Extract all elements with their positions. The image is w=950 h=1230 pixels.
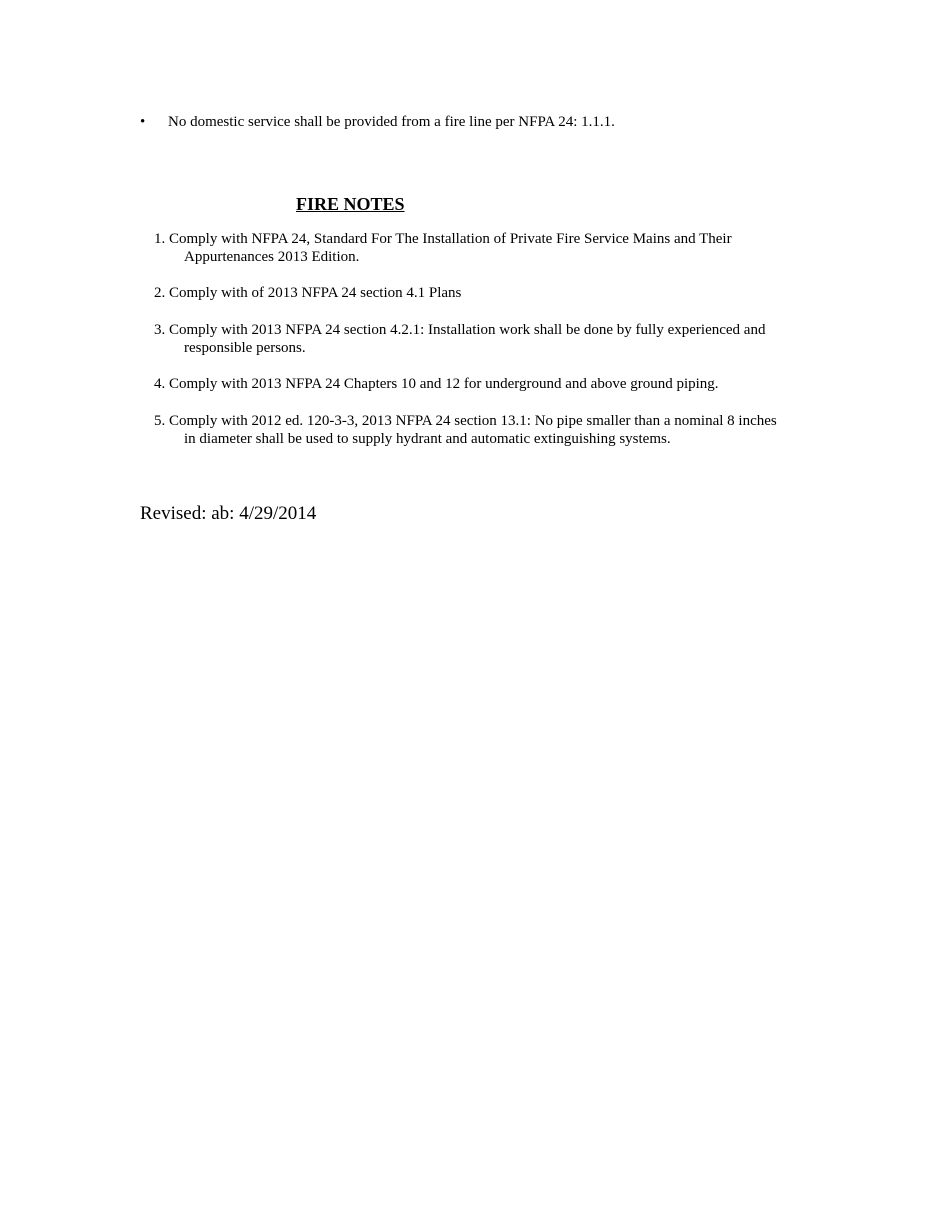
- note-text: 1. Comply with NFPA 24, Standard For The Installation of Private Fire Service Mains and Their: [154, 231, 732, 247]
- bullet-item: [140, 113, 615, 131]
- note-text: 2. Comply with of 2013 NFPA 24 section 4.1 Plans: [154, 285, 462, 301]
- note-item-2: [154, 284, 814, 302]
- note-text: 5. Comply with 2012 ed. 120-3-3, 2013 NFPA 24 section 13.1: No pipe smaller than a nominal 8 inches: [154, 413, 777, 429]
- note-continuation: in diameter shall be used to supply hydrant and automatic extinguishing systems.: [184, 431, 671, 447]
- note-item-1: [154, 230, 814, 266]
- revision-stamp: Revised: ab: 4/29/2014: [140, 503, 317, 524]
- note-item-5: [154, 412, 814, 448]
- note-item-4: [154, 375, 814, 393]
- section-title: FIRE NOTES: [296, 194, 405, 214]
- note-item-3: [154, 321, 814, 357]
- bullet-text: No domestic service shall be provided from a fire line per NFPA 24: 1.1.1.: [168, 114, 615, 130]
- note-continuation: responsible persons.: [184, 340, 306, 356]
- bullet-icon: •: [140, 114, 146, 130]
- note-text: 3. Comply with 2013 NFPA 24 section 4.2.1: Installation work shall be done by fully experienced and: [154, 322, 766, 338]
- note-continuation: Appurtenances 2013 Edition.: [184, 249, 360, 265]
- note-text: 4. Comply with 2013 NFPA 24 Chapters 10 and 12 for underground and above ground piping.: [154, 376, 719, 392]
